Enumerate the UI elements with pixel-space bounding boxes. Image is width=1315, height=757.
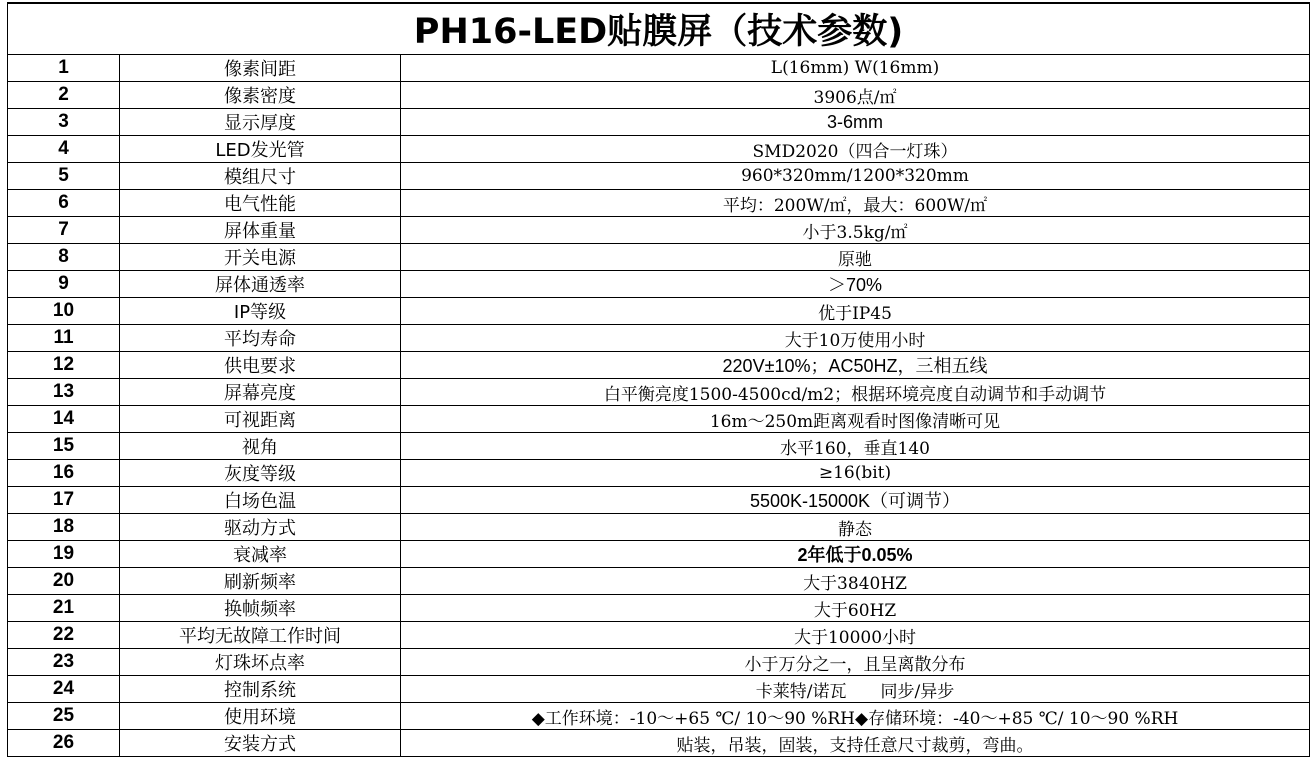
parameter-value: 大于10000小时 (401, 622, 1310, 649)
parameter-value: 3-6mm (401, 109, 1310, 136)
parameter-name: 安装方式 (120, 730, 401, 757)
parameter-name: 衰减率 (120, 541, 401, 568)
table-row (8, 190, 1310, 217)
parameter-name: 屏幕亮度 (120, 379, 401, 406)
title-row (8, 3, 1310, 55)
row-number: 22 (8, 622, 120, 649)
table-row (8, 406, 1310, 433)
row-number: 13 (8, 379, 120, 406)
row-number: 2 (8, 82, 120, 109)
parameter-name: 刷新频率 (120, 568, 401, 595)
parameter-name: 像素密度 (120, 82, 401, 109)
parameter-value: 960*320mm/1200*320mm (401, 163, 1310, 190)
table-row (8, 676, 1310, 703)
parameter-value: ＞70% (401, 271, 1310, 298)
table-row (8, 703, 1310, 730)
parameter-value: SMD2020（四合一灯珠） (401, 136, 1310, 163)
parameter-name: 平均无故障工作时间 (120, 622, 401, 649)
parameter-name: IP等级 (120, 298, 401, 325)
table-row (8, 109, 1310, 136)
parameter-name: 电气性能 (120, 190, 401, 217)
parameter-value: 静态 (401, 514, 1310, 541)
parameter-value: 原驰 (401, 244, 1310, 271)
parameter-name: 屏体重量 (120, 217, 401, 244)
table-row (8, 649, 1310, 676)
table-row (8, 730, 1310, 757)
parameter-name: 开关电源 (120, 244, 401, 271)
parameter-name: 供电要求 (120, 352, 401, 379)
row-number: 26 (8, 730, 120, 757)
parameter-value: 220V±10%；AC50HZ，三相五线 (401, 352, 1310, 379)
table-row (8, 595, 1310, 622)
spec-table (7, 2, 1310, 757)
parameter-name: 换帧频率 (120, 595, 401, 622)
table-row (8, 433, 1310, 460)
parameter-name: 白场色温 (120, 487, 401, 514)
parameter-value: ≥16(bit) (401, 460, 1310, 487)
row-number: 1 (8, 55, 120, 82)
row-number: 24 (8, 676, 120, 703)
table-row (8, 163, 1310, 190)
table-row (8, 217, 1310, 244)
parameter-name: 使用环境 (120, 703, 401, 730)
row-number: 25 (8, 703, 120, 730)
table-row (8, 325, 1310, 352)
parameter-value: 白平衡亮度1500-4500cd/m2；根据环境亮度自动调节和手动调节 (401, 379, 1310, 406)
row-number: 16 (8, 460, 120, 487)
table-row (8, 352, 1310, 379)
parameter-name: 模组尺寸 (120, 163, 401, 190)
table-row (8, 541, 1310, 568)
table-row (8, 298, 1310, 325)
table-title: PH16-LED贴膜屏（技术参数) (8, 3, 1310, 55)
table-row (8, 82, 1310, 109)
parameter-name: 显示厚度 (120, 109, 401, 136)
row-number: 23 (8, 649, 120, 676)
parameter-name: 灯珠坏点率 (120, 649, 401, 676)
table-row (8, 244, 1310, 271)
row-number: 11 (8, 325, 120, 352)
table-row (8, 460, 1310, 487)
parameter-value: 2年低于0.05% (401, 541, 1310, 568)
parameter-value: 小于万分之一，且呈离散分布 (401, 649, 1310, 676)
row-number: 19 (8, 541, 120, 568)
parameter-value: L(16mm) W(16mm) (401, 55, 1310, 82)
parameter-name: 像素间距 (120, 55, 401, 82)
row-number: 9 (8, 271, 120, 298)
parameter-value: 大于3840HZ (401, 568, 1310, 595)
parameter-name: 驱动方式 (120, 514, 401, 541)
parameter-name: 视角 (120, 433, 401, 460)
row-number: 3 (8, 109, 120, 136)
row-number: 14 (8, 406, 120, 433)
table-row (8, 514, 1310, 541)
parameter-value: 大于60HZ (401, 595, 1310, 622)
row-number: 15 (8, 433, 120, 460)
table-row (8, 271, 1310, 298)
table-row (8, 379, 1310, 406)
parameter-value: 平均：200W/㎡，最大：600W/㎡ (401, 190, 1310, 217)
row-number: 10 (8, 298, 120, 325)
row-number: 6 (8, 190, 120, 217)
parameter-value: 贴装，吊装，固装，支持任意尺寸裁剪，弯曲。 (401, 730, 1310, 757)
table-row (8, 487, 1310, 514)
parameter-value: 大于10万使用小时 (401, 325, 1310, 352)
parameter-value: 优于IP45 (401, 298, 1310, 325)
parameter-value: 小于3.5kg/㎡ (401, 217, 1310, 244)
table-row (8, 136, 1310, 163)
parameter-name: LED发光管 (120, 136, 401, 163)
parameter-name: 屏体通透率 (120, 271, 401, 298)
row-number: 20 (8, 568, 120, 595)
row-number: 7 (8, 217, 120, 244)
parameter-value: 3906点/㎡ (401, 82, 1310, 109)
row-number: 21 (8, 595, 120, 622)
parameter-value: 5500K-15000K（可调节） (401, 487, 1310, 514)
parameter-value: ◆工作环境：-10～+65 ℃/ 10～90 %RH◆存储环境：-40～+85 ℃/ 10～90 %RH (401, 703, 1310, 730)
parameter-name: 灰度等级 (120, 460, 401, 487)
row-number: 5 (8, 163, 120, 190)
row-number: 18 (8, 514, 120, 541)
row-number: 12 (8, 352, 120, 379)
table-row (8, 55, 1310, 82)
table-row (8, 622, 1310, 649)
parameter-value: 卡莱特/诺瓦 同步/异步 (401, 676, 1310, 703)
row-number: 4 (8, 136, 120, 163)
table-row (8, 568, 1310, 595)
row-number: 17 (8, 487, 120, 514)
parameter-name: 可视距离 (120, 406, 401, 433)
parameter-name: 控制系统 (120, 676, 401, 703)
parameter-name: 平均寿命 (120, 325, 401, 352)
row-number: 8 (8, 244, 120, 271)
parameter-value: 16m～250m距离观看时图像清晰可见 (401, 406, 1310, 433)
parameter-value: 水平160，垂直140 (401, 433, 1310, 460)
